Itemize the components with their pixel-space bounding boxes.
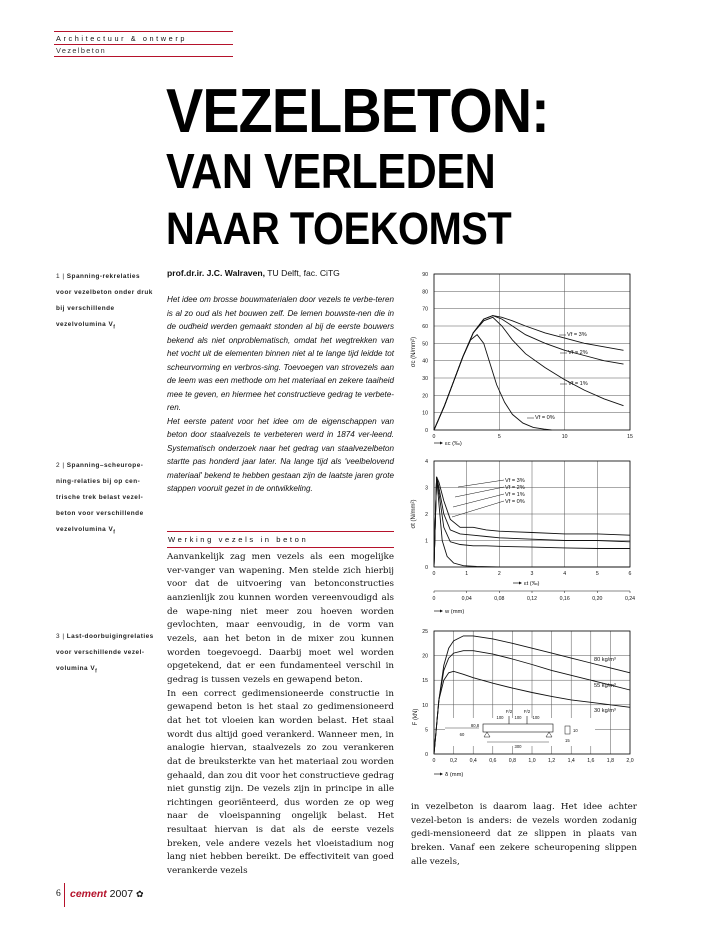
y-tick-label: 10 <box>422 410 428 417</box>
series-label: Vf = 1% <box>568 381 588 387</box>
x-axis-label: εc (‰) <box>445 441 462 447</box>
series-label: Vf = 0% <box>505 499 525 505</box>
y-tick-label: 1 <box>425 538 428 545</box>
x-tick-label: 0 <box>432 758 436 764</box>
y-tick-label: 4 <box>425 459 428 465</box>
magazine-name: cement <box>70 888 107 900</box>
y-tick-label: 10 <box>422 702 428 709</box>
x-tick-label: 0,2 <box>449 758 458 764</box>
series-leader <box>458 480 504 487</box>
x-tick-label: 1,0 <box>528 758 536 764</box>
y-tick-label: 80 <box>422 289 428 296</box>
series-line <box>434 335 552 430</box>
inset-label: F/2 <box>523 709 531 714</box>
x-tick-label: 2,0 <box>626 758 634 764</box>
series-label: 55 kg/m³ <box>594 683 616 689</box>
inset-label: 100 <box>496 715 504 720</box>
author-name: prof.dr.ir. J.C. Walraven, <box>167 268 266 278</box>
figure-caption-2: 2 | Spanning–scheurope-ning-relaties bij op cen-trische trek belast vezel-beton voor verschillende vezelvolumina $V_f$ <box>56 462 144 536</box>
figure-caption-3: 3 | Last-doorbuigingrelaties voor verschillende vezel-volumina $V_f$ <box>56 633 154 675</box>
axis-arrow-head <box>440 442 443 445</box>
header-rule-top <box>54 31 233 32</box>
x-tick-label: 0,4 <box>469 758 477 764</box>
x-tick-label: 5 <box>497 434 501 440</box>
intro-paragraph: Het idee om brosse bouwmaterialen door vezels te verbe-teren is al zo oud als het bouwen zelf. De lemen bouwste-nen die in de oudheid werden gemaakt stonden al bij de eerste bouwers bekend als niet onproblematisch, omdat het wegtrekken van het vocht uit de elementen binnen niet al te lange tijd leidde tot scheurvorming en verbros-sing. Toevoegen van strovezels aan de leem was een methode om het materiaal en zekere taaiheid mee te geven, en hiermee het constructieve gedrag te verbete-ren. <box>167 295 394 412</box>
section-label: Architectuur & ontwerp <box>56 34 188 43</box>
y-tick-label: 30 <box>422 376 428 382</box>
x-tick-label: 15 <box>627 434 633 440</box>
inset-label: F/2 <box>505 709 513 714</box>
inset-label: 60 <box>459 732 465 737</box>
y-tick-label: 0 <box>425 428 428 434</box>
body-paragraph: Aanvankelijk zag men vezels als een mogelijke ver-vanger van wapening. Men stelde zich hierbij voor dat de uitvoering van betonconstructies aanzienlijk zou kunnen worden vereenvoudigd als de wape-ning niet meer zou hoeven worden gevlochten, maar eenvoudig, in de vorm van vezels, aan het beton in de mixer zou kunnen worden toegevoegd. Daarbij moet wel worden opgetekend, dat er een fundamenteel verschil in gedrag is tussen vezels en gewapend beton. <box>167 552 394 685</box>
title-line-2: VAN VERLEDEN <box>166 145 496 199</box>
page-number: 6 <box>56 889 61 899</box>
intro-text <box>167 293 394 496</box>
x-tick-label: 1 <box>465 571 469 577</box>
y-tick-label: 25 <box>422 629 428 635</box>
x-axis-label: w (mm) <box>445 609 465 615</box>
x-tick-label: 1,2 <box>547 758 556 764</box>
x-tick-label: 3 <box>530 571 534 577</box>
chart-2-tension <box>405 455 645 620</box>
subheading-rule-top <box>167 531 394 532</box>
author-affiliation: TU Delft, fac. CiTG <box>265 268 340 278</box>
secondary-tick-label: 0,08 <box>494 596 505 602</box>
chart-1-compression <box>405 265 645 455</box>
footer-magazine <box>70 888 144 900</box>
y-tick-label: 5 <box>425 727 428 734</box>
body-paragraph: in vezelbeton is daarom laag. Het idee achter vezel-beton is anders: de vezels worden zodanig gedi-mensioneerd dat ze slippen in plaats van breken. Vanaf een zekere scheuropening slippen alle vezels, <box>411 802 637 867</box>
y-tick-label: 15 <box>422 678 428 685</box>
x-tick-label: 6 <box>628 571 632 577</box>
test-setup-inset <box>445 709 595 749</box>
axis-arrow-head <box>440 773 443 776</box>
series-label: Vf = 2% <box>505 485 525 491</box>
body-paragraph: In een correct gedimensioneerde constructie in gewapend beton is het staal zo gedimensioneerd dat het tot vloeien kan worden belast. Het staal wordt dus altijd goed verankerd. Wanneer men, in analogie hiervan, staalvezels zo zou verankeren dat de breuksterkte van het materiaal zou worden gehaald, dan zou dit voor het constructieve gedrag niet gunstig zijn. De vezels zijn in principe in alle richtingen georiënteerd, dus worden ze op weg naar de vloeispanning ongelijk belast. Het resultaat hiervan is dat als de eerste vezels breken, vele andere vezels het vloeistadium nog lang niet hebben bereikt. De effectiviteit van goed verankerde vezels <box>167 688 394 877</box>
x-tick-label: 0,6 <box>489 758 497 764</box>
series-label: Vf = 3% <box>567 332 587 338</box>
secondary-tick-label: 0,16 <box>559 596 570 602</box>
y-tick-label: 20 <box>422 653 428 660</box>
series-line <box>434 317 624 430</box>
inset-label: 100 <box>532 715 540 720</box>
x-tick-label: 5 <box>595 571 599 577</box>
title-line-1: VEZELBETON: <box>166 77 549 146</box>
flower-icon: ✿ <box>135 889 144 899</box>
series-label: Vf = 3% <box>505 478 525 484</box>
header-rule-bottom <box>54 56 233 57</box>
x-tick-label: 2 <box>497 571 501 577</box>
x-axis-label: εt (‰) <box>524 581 540 587</box>
x-tick-label: 1,8 <box>606 758 615 764</box>
axis-arrow-head <box>440 610 443 613</box>
inset-label: 10 <box>573 728 578 733</box>
series-leader <box>452 501 504 517</box>
header-rule-middle <box>54 44 233 45</box>
byline <box>167 268 340 278</box>
y-tick-label: 50 <box>422 341 428 348</box>
y-axis-label: σt (N/mm²) <box>411 499 417 529</box>
inset-label: 80,8 <box>470 723 480 728</box>
x-tick-label: 1,6 <box>587 758 595 764</box>
y-tick-label: 90 <box>422 272 428 278</box>
notch-detail <box>565 726 570 734</box>
inset-label: 300 <box>514 744 522 749</box>
body-column-2 <box>411 801 637 869</box>
y-tick-label: 3 <box>425 485 428 492</box>
body-column-1 <box>167 551 394 879</box>
series-label: 80 kg/m³ <box>594 657 616 663</box>
intro-paragraph: Het eerste patent voor het idee om de eigenschappen van beton door staalvezels te verbeteren werd in 1874 ver-leend. Systematisch onderzoek naar het gedrag van staalvezelbeton startte pas honderd jaar later. Na lange tijd als 'veelbelovend materiaal' bekend te hebben gestaan zijn de laatste jaren grote stappen vooruit gezet in de ontwikkeling. <box>167 416 394 493</box>
axis-arrow-head <box>519 582 522 585</box>
secondary-tick-label: 0 <box>432 596 436 602</box>
y-axis-label: F (kN) <box>413 708 419 726</box>
secondary-tick-label: 0,24 <box>624 596 636 602</box>
y-axis-label: σc (N/mm²) <box>411 336 417 368</box>
footer-rule <box>64 883 65 907</box>
y-tick-label: 0 <box>425 565 428 571</box>
x-tick-label: 4 <box>563 571 567 577</box>
figure-caption-1: 1 | Spanning-rekrelaties voor vezelbeton onder druk bij verschillende vezelvolumina $V_f$ <box>56 273 153 331</box>
series-leader <box>455 487 504 497</box>
title-line-3: NAAR TOEKOMST <box>166 203 512 254</box>
y-tick-label: 0 <box>425 752 428 758</box>
series-label: Vf = 1% <box>505 492 525 498</box>
y-tick-label: 60 <box>422 324 428 330</box>
inset-label: 15 <box>565 738 570 743</box>
x-axis-label: δ (mm) <box>445 772 464 778</box>
x-tick-label: 10 <box>561 434 568 440</box>
x-tick-label: 1,4 <box>567 758 575 764</box>
beam-drawing <box>483 724 553 732</box>
series-label: Vf = 0% <box>535 415 555 421</box>
secondary-tick-label: 0,04 <box>461 596 472 602</box>
x-tick-label: 0 <box>432 434 436 440</box>
x-tick-label: 0,8 <box>508 758 517 764</box>
subheading-rule-bottom <box>167 547 394 548</box>
series-label: 30 kg/m³ <box>594 708 616 714</box>
y-tick-label: 70 <box>422 306 428 313</box>
chart-3-load-deflection <box>405 622 645 782</box>
secondary-tick-label: 0,12 <box>526 596 538 602</box>
subsection-label: Vezelbeton <box>56 46 107 55</box>
subheading: Werking vezels in beton <box>168 535 309 544</box>
secondary-tick-label: 0,20 <box>592 596 603 602</box>
x-tick-label: 0 <box>432 571 436 577</box>
y-tick-label: 2 <box>425 512 428 518</box>
y-tick-label: 20 <box>422 393 428 400</box>
plot-frame <box>434 274 630 430</box>
inset-label: 100 <box>514 715 522 720</box>
magazine-year: 2007 <box>106 888 134 900</box>
y-tick-label: 40 <box>422 358 428 365</box>
series-label: Vf = 2% <box>568 350 588 356</box>
